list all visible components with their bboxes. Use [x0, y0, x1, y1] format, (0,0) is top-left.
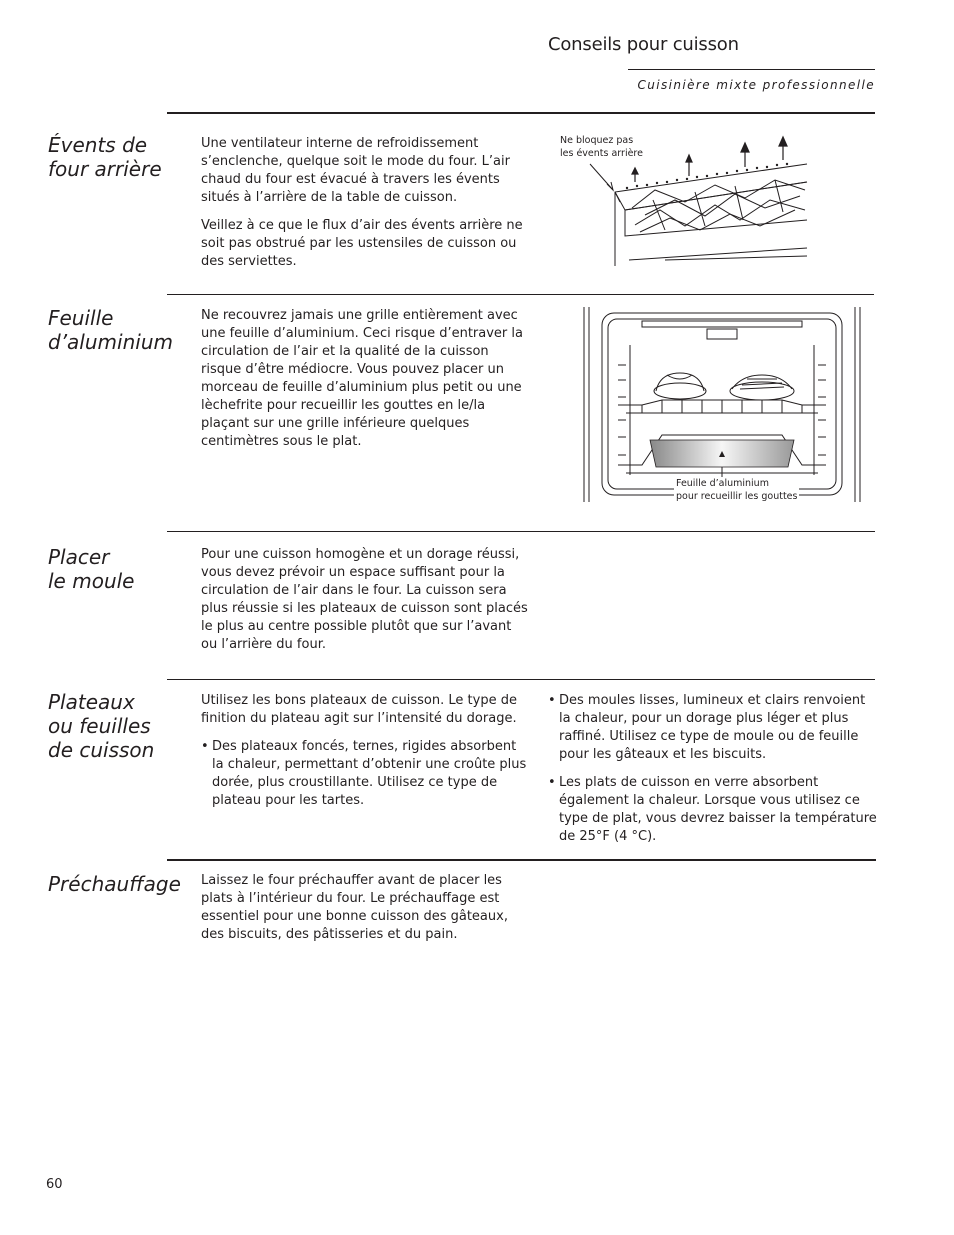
- paragraph: Pour une cuisson homogène et un dorage réussi, vous devez prévoir un espace suffisant pour la circulation de l’air dans le four. La cuisson sera plus réussie si les plateaux de cuisson sont placés le plus au centre possible plutôt que sur l’avant ou l’arrière du four.: [201, 547, 528, 652]
- section-text-bakeware-right: [548, 692, 880, 846]
- section-divider: [167, 531, 875, 532]
- page-title: Conseils pour cuisson: [548, 34, 739, 55]
- section-heading-pan-placement: Placer le moule: [48, 545, 135, 593]
- section-heading-bakeware: Plateaux ou feuilles de cuisson: [48, 690, 155, 762]
- page-subtitle: Cuisinière mixte professionnelle: [637, 78, 875, 92]
- section-heading-preheat: Préchauffage: [48, 872, 181, 896]
- figure-caption-vents: Ne bloquez pas les évents arrière: [560, 135, 643, 159]
- section-divider: [167, 112, 875, 114]
- paragraph: Une ventilateur interne de refroidissement s’enclenche, quelque soit le mode du four. L’air chaud du four est évacué à travers les évents situés à l’arrière de la table de cuisson.: [201, 136, 510, 205]
- section-text-bakeware-left: [201, 692, 531, 810]
- section-heading-aluminum: Feuille d’aluminium: [48, 306, 173, 354]
- bullet-item: • Des plateaux foncés, ternes, rigides absorbent la chaleur, permettant d’obtenir une croûte plus dorée, plus croustillante. Utilisez ce type de plateau pour les tartes.: [201, 738, 531, 810]
- header-divider: [628, 69, 875, 70]
- bullet-item: • Les plats de cuisson en verre absorbent également la chaleur. Lorsque vous utilisez ce type de plat, vous devrez baisser la température de 25°F (4 °C).: [548, 774, 880, 846]
- section-heading-vents: Évents de four arrière: [48, 133, 162, 181]
- section-text-pan-placement: [201, 546, 531, 654]
- paragraph: Laissez le four préchauffer avant de placer les plats à l’intérieur du four. Le préchauffage est essentiel pour une bonne cuisson des gâteaux, des biscuits, des pâtisseries et du pain.: [201, 873, 508, 942]
- section-divider: [167, 679, 875, 680]
- bullet-item: • Des moules lisses, lumineux et clairs renvoient la chaleur, pour un dorage plus léger et plus raffiné. Utilisez ce type de moule ou de feuille pour les gâteaux et les biscuits.: [548, 692, 880, 764]
- paragraph: Veillez à ce que le flux d’air des évents arrière ne soit pas obstrué par les ustensiles de cuisson ou des serviettes.: [201, 218, 523, 269]
- section-text-aluminum: [201, 307, 531, 451]
- section-divider: [167, 859, 876, 861]
- section-divider: [167, 294, 874, 295]
- paragraph: Utilisez les bons plateaux de cuisson. Le type de finition du plateau agit sur l’intensité du dorage.: [201, 693, 517, 726]
- paragraph: Ne recouvrez jamais une grille entièrement avec une feuille d’aluminium. Ceci risque d’entraver la circulation de l’air et la qualité de la cuisson risque d’être médiocre. Vous pouvez placer un morceau de feuille d’aluminium plus petit ou une lèchefrite pour recueillir les gouttes en le/la plaçant sur une grille inférieure quelques centimètres sous le plat.: [201, 308, 523, 449]
- oven-foil-illustration: [582, 305, 862, 505]
- page-number: 60: [46, 1177, 63, 1192]
- figure-caption-foil: Feuille d’aluminium pour recueillir les gouttes: [676, 478, 798, 502]
- section-text-vents: [201, 135, 531, 271]
- rear-vents-illustration: [555, 130, 815, 270]
- section-text-preheat: [201, 872, 531, 944]
